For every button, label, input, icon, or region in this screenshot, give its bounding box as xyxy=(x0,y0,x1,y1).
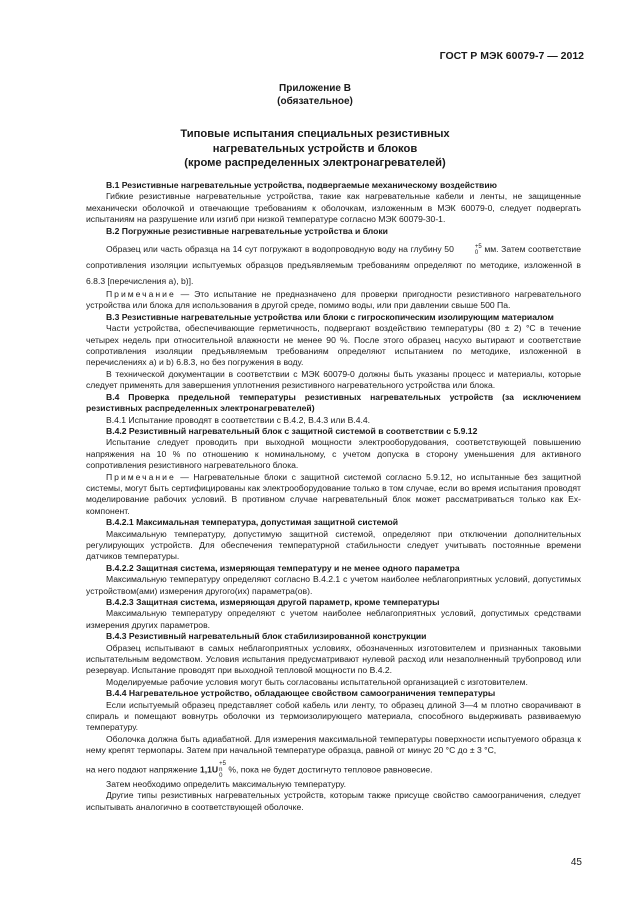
paragraph: Образец испытывают в самых неблагоприятных условиях, обозначенных изготовителем и признанных таковыми испытательным ведомством. Условия испытания предусматривают нулевой расход или незаполненный трубопровод или резервуар. Испытание проводят при выходной тепловой мощности по В.4.2. xyxy=(86,642,581,676)
paragraph: Другие типы резистивных нагревательных устройств, которым также присуще свойство самоограничения, следует испытывать аналогично в соответствующей оболочке. xyxy=(86,790,581,812)
paragraph: Гибкие резистивные нагревательные устройства, такие как нагревательные кабели и ленты, не защищенные механически оболочкой и отвечающие требованиям к оболочкам, изложенным в МЭК 60079-0, следует подвергать испытаниям на разрушение или изгиб при низкой температуре согласно МЭК 60079-30-1. xyxy=(86,191,581,225)
paragraph: Максимальную температуру определяют согласно В.4.2.1 с учетом наиболее неблагоприятных условий, допустимых устройством(ами) измерения другого(их) параметра(ов). xyxy=(86,574,581,596)
note-label: Примечание xyxy=(106,289,176,300)
paragraph: Испытание следует проводить при выходной мощности электрооборудования, соответствующей повышению напряжения на 10 % по отношению к номинальному, с учетом допуска в сторону уменьшения для активного сопротивления резистивного нагревательного блока. xyxy=(86,437,581,471)
note: Примечание — Нагревательные блоки с защитной системой согласно 5.9.12, но испытанные без защитной системы, могут быть сертифицированы как электрооборудование только в том случае, если во время испытания проводят моделирование рабочих условий. В противном случае нагревательный блок может рассматриваться только как Ex-компонент. xyxy=(86,471,581,516)
title-line: (кроме распределенных электронагревателей) xyxy=(184,157,446,169)
title-line: нагревательных устройств и блоков xyxy=(212,142,418,155)
section-heading: В.4.2.3 Защитная система, измеряющая другой параметр, кроме температуры xyxy=(106,597,440,607)
section-heading: В.4.2.1 Максимальная температура, допустимая защитной системой xyxy=(106,517,399,528)
section-heading: В.4 Проверка предельной температуры резистивных нагревательных устройств (за исключением резистивных распределенных электронагревателей) xyxy=(86,391,581,414)
paragraph: В.4.1 Испытание проводят в соответствии с В.4.2, В.4.3 или В.4.4. xyxy=(106,414,371,425)
paragraph: Затем необходимо определить максимальную температуру. xyxy=(106,778,347,789)
annex-status: (обязательное) xyxy=(277,96,353,107)
section-heading: В.4.4 Нагревательное устройство, обладающее свойством самоограничения температуры xyxy=(106,688,496,699)
paragraph: на него подают напряжение 1,1U +5 n 0 %, пока не будет достигнуто тепловое равновесие. xyxy=(86,760,433,779)
document-header: ГОСТ Р МЭК 60079-7 — 2012 xyxy=(439,50,584,62)
paragraph: Образец или часть образца на 14 сут погружают в водопроводную воду на глубину 50 +5 0 мм. Затем соответствие сопротивления изоляции испытуемых образцов предъявляемым требованиям определяют по методике, изложенной в 6.8.3 [перечисления а), b)]. xyxy=(86,243,581,287)
page-number: 45 xyxy=(570,857,582,868)
subscript: +5 n 0 xyxy=(219,760,226,779)
paragraph: Максимальную температуру определяют с учетом наиболее неблагоприятных условий, допустимых средствами измерения других параметров. xyxy=(86,608,581,630)
document-body xyxy=(86,180,581,813)
section-heading: В.4.3 Резистивный нагревательный блок стабилизированной конструкции xyxy=(106,631,427,642)
section-heading: В.2 Погружные резистивные нагревательные устройства и блоки xyxy=(106,225,388,236)
note: Примечание — Это испытание не предназначено для проверки пригодности резистивного нагревательного устройства или блока для использования в другой среде, помимо воды, или при давлении свыше 500 Па. xyxy=(86,289,581,311)
paragraph: Максимальную температуру, допустимую защитной системой, определяют при отключении дополнительных регулирующих устройств. Для обеспечения температурной стабильности следует учитывать постоянные времени датчиков температуры. xyxy=(86,528,581,562)
annex-heading xyxy=(0,82,630,108)
tolerance: +5 0 xyxy=(474,243,482,256)
section-heading: В.3 Резистивные нагревательные устройства или блоки с гигроскопическим изолирующим материалом xyxy=(106,311,554,322)
paragraph: В технической документации в соответствии с МЭК 60079-0 должны быть указаны процесс и материалы, которые следует применять для завершения уплотнения резистивного нагревательного устройства или блока. xyxy=(86,368,581,391)
title-line: Типовые испытания специальных резистивных xyxy=(180,128,450,140)
paragraph: Моделируемые рабочие условия могут быть согласованы испытательной организацией с изготовителем. xyxy=(106,676,528,687)
paragraph: Части устройства, обеспечивающие герметичность, подвергают воздействию температуры (80 ± 2) °С в течение четырех недель при относительной влажности не менее 90 %. После этого образец насухо вытирают и соответствие сопротивления изоляции предъявляемым требованиям определяют испытанием по методике, изложенной в перечислениях а) и b) 6.8.3, но без погружения в воду. xyxy=(86,323,581,368)
section-heading: В.4.2 Резистивный нагревательный блок с защитной системой в соответствии с 5.9.12 xyxy=(106,425,478,436)
section-heading: В.1 Резистивные нагревательные устройства, подвергаемые механическому воздействию xyxy=(106,180,497,190)
document-title xyxy=(0,127,630,171)
annex-title: Приложение В xyxy=(279,83,351,94)
paragraph: Если испытуемый образец представляет собой кабель или ленту, то образец длиной 3—4 м плотно сворачивают в спираль и помещают вовнутрь оболочки из термоизолирующего материала, способного выдерживать развиваемую температуру. xyxy=(86,699,581,733)
paragraph: Оболочка должна быть адиабатной. Для измерения максимальной температуры поверхности испытуемого образца к нему крепят термопары. Затем при начальной температуре образца, равной от минус 20 °С до ± 3 °С, xyxy=(86,733,581,756)
note-label: Примечание xyxy=(106,471,176,482)
section-heading: В.4.2.2 Защитная система, измеряющая температуру и не менее одного параметра xyxy=(106,562,460,573)
